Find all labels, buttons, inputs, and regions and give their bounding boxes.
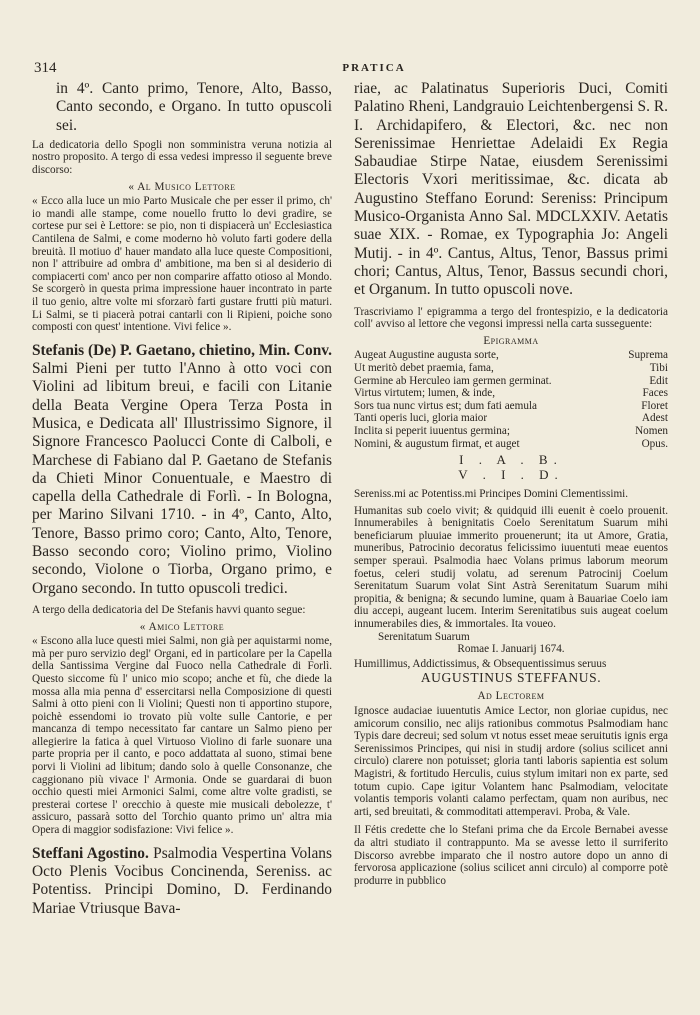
- dedication-body: Humanitas sub coelo vivit; & quidquid illi euenit è coelo prouenit. Innumerabiles à benignitatis Coelo Serenitatum Suarum mihi beneficiarum pluuiae immerito prouenerunt; ita ut Amore, Gratia, muneribus, Patrocinio decoratus felicissimo iuuentuti meae euentos semper sperauì. Psalmodia haec Volans primus laborum meorum foetus, celeri studij volatu, ad serenum Patrocinij Coelum Serenitatum Suarum volat Sint Astrà Serenitatum Suarum mihi propitia, & benigna; & secundo lumine, quam à Bauariae Coelo iam diu accepi, augeant lucem. Interim Serenitatibus suis augeat coelum innumerabiles dies, & immortales. Ita voueo.: [354, 504, 668, 631]
- entry-stefanis-name: Stefanis (De) P. Gaetano, chietino, Min. Conv.: [32, 341, 332, 359]
- epigram-initials-1: I . A . B.: [459, 452, 563, 468]
- fetis-commentary: Il Fétis credette che lo Stefani prima che da Ercole Bernabei avesse da altri studiato il contrappunto. Ma se avesse letto il surriferito Discorso avrebbe imparato che il nostro autore dopo un anno di fervorosa applicazione (solius scilicet anni circulo) al comporre potè produrre in pubblico: [354, 824, 668, 887]
- epigram-line: Augeat Augustine augusta sorte, Suprema: [354, 349, 668, 362]
- epigram-line: Ut meritò debet praemia, fama, Tibi: [354, 361, 668, 374]
- page-number: 314: [34, 60, 57, 76]
- heading-al-musico-lettore: « Al Musico Lettore: [128, 180, 236, 193]
- left-column: [32, 80, 332, 995]
- entry-steffani-name: Steffani Agostino.: [32, 844, 149, 862]
- heading-amico-lettore: « Amico Lettore: [139, 620, 225, 633]
- ad-lectorem-text: Ignosce audaciae iuuentutis Amice Lector, non gloriae cupidus, nec amicorum consilio, nec alijs rationibus commotus Psalmodiam hanc Typis dare decreui; sed solum vt notus esset meae seruitutis ignis erga Serenissimos Principes, qui nisi in studij ardore (solius scilicet anni circulo) clarere non potuisset; gloria tanti laboris sapientia est solum Magistri, & fortitudo Herculis, cuius stylum imitari non ex parte, sed totum cupio. Cape igitur Volantem hanc Psalmodiam, velocitate volantis temporis volanti calamo perfectam, quam non auribus, nec arti, sed breuitati, & commoditati attemperavi. Proba, & Vale.: [354, 705, 668, 818]
- running-title: PRATICA: [342, 62, 406, 74]
- dedication-date: Romae I. Januarij 1674.: [457, 643, 565, 656]
- epigram-block: [354, 349, 668, 450]
- epigram-line: Nomini, & augustum firmat, et auget Opus.: [354, 437, 668, 450]
- dedication-servant-line: Humillimus, Addictissimus, & Obsequentissimus seruus: [354, 657, 607, 670]
- entry-stefanis-text: Salmi Pieni per tutto l'Anno à otto voci con Violini ad libitum breui, e facili con Litanie della Beata Vergine Opera Terza Posta in Musica, e Dedicata all' Illustrissimo Signore, il Signore Francesco Paolucci Conte di Calboli, e Marchese di Fabiano dal P. Gaetano de Stefanis da Chieti Minor Conuentuale, e Maestro di capella della Cathedrale di Forlì. - In Bologna, per Marino Silvani 1710. - in 4º, Canto, Alto, Tenore, Basso primo coro; Canto, Alto, Tenore, Basso secondo coro; Violino primo, Violino secondo, Violone o Tiorba, Organo primo, e Organo secondo. In tutto opuscoli tredici.: [32, 360, 332, 597]
- page-header: [34, 60, 660, 82]
- entry-steffani: [32, 845, 332, 918]
- left-amico-text: « Escono alla luce questi miei Salmi, non già per aquistarmi nome, mà per puro servizio degl' Organi, ed in particolare per la Capella della Santissima Vergine dal Fuoco nella Cathedrale di Forlì. Questo siccome fù l' unico mio scopo; anche et fù, che diede la mossa alla mia penna d' essercitarsi nella Composizione di questi Salmi à otto pieni con li Violini; Questi non ti apportino stupore, poichè essendomi io trovato più volte sulle Cantorie, e per mancanza di tempo necessitato far cantare un Salmo pieno per allegierire la fatica à quel Virtuoso Violino di farle suonare una parte propria per il canto, e poco addattata al suono, stimai bene porvi li Violini ad libitum; dando solo à quelle Consonanze, che caggionano più vivace l' Armonia. Onde se guardarai di buon occhio questi miei Armonici Salmi, come altre volte gradisti, se presterai cortese l' orecchio à queste mie musicali debolezze, t' assicuro, passarà sotto del Torchio quanto primo un' altra mia Opera di maggior sodisfazione: Vivi felice ».: [32, 635, 332, 837]
- right-column: [354, 80, 668, 995]
- left-discorso-text: « Ecco alla luce un mio Parto Musicale che per esser il primo, ch' io mandi alle stampe, come nouello frutto lo devi gradire, se cortese pur sei è Lettore: se pio, non ti dispiacerà un' Ecclesiastica Cantilena de Salmi, e come moderno hò voluto farti godere della breuità. Il motiuo d' hauer mandato alla luce queste Compositioni, non l' attribuire ad ombra d' ambitione, ma ben si al desiderio di compiacerti com' anco per non comparire affatto otioso al Mondo. Se scorgerò in questa prima impressione hauer incontrato in parte il tuo genio, altre volte mi sforzarò farti gustare frutti più maturi. Li Salmi, se ti piacerà potrai cantarli con li Ripieni, poiche sono composti con quest' intentione. Vivi felice ».: [32, 195, 332, 334]
- heading-epigramma: Epigramma: [483, 334, 539, 347]
- dedication-signature: AUGUSTINUS STEFFANUS.: [420, 670, 602, 686]
- dedication-salutation: Sereniss.mi ac Potentiss.mi Principes Domini Clementissimi.: [354, 488, 629, 501]
- entry-stefanis: [32, 342, 332, 598]
- epigram-line: Germine ab Herculeo iam germen germinat. Edit: [354, 374, 668, 387]
- entry-steffani-text: Psalmodia Vespertina Volans Octo Plenis Vocibus Concinenda, Sereniss. ac Potentiss. Principi Domino, D. Ferdinando Mariae Vtriusque Bava-: [32, 844, 332, 917]
- epigram-initials-2: V . I . D.: [458, 467, 564, 483]
- epigram-line: Sors tua nunc virtus est; dum fati aemula Floret: [354, 399, 668, 412]
- right-trascriviamo-note: Trascriviamo l' epigramma a tergo del frontespizio, e la dedicatoria coll' avviso al lettore che vegonsi impressi nella carta susseguente:: [354, 305, 668, 331]
- left-intro-paragraph: in 4º. Canto primo, Tenore, Alto, Basso, Canto secondo, e Organo. In tutto opuscoli sei.: [56, 80, 332, 134]
- right-continued-entry: riae, ac Palatinatus Superioris Duci, Comiti Palatino Rheni, Landgrauio Leichtenbergensi S. R. I. Archidapifero, & Electori, &c. nec non Serenissimae Henriettae Adelaidi Ex Regia Sabaudiae Stirpe Natae, eiusdem Serenissimi Electoris Vxori meritissimae, &c. dicata ab Augustino Steffano Eorund: Sereniss: Principum Musico-Organista Anno Sal. MDCLXXIV. Aetatis suae XIX. - Romae, ex Typographia Jo: Angeli Mutij. - in 4º. Cantus, Altus, Tenor, Bassus primi chori; Cantus, Altus, Tenor, Bassus secundi chori, et Organum. In tutto opuscoli nove.: [354, 80, 668, 299]
- dedication-closing: Serenitatum Suarum: [378, 630, 470, 643]
- epigram-line: Tanti operis luci, gloria maior Adest: [354, 412, 668, 425]
- epigram-line: Inclita si peperit iuuentus germina; Nomen: [354, 424, 668, 437]
- heading-ad-lectorem: Ad Lectorem: [477, 690, 545, 703]
- left-tergo-note: A tergo della dedicatoria del De Stefanis havvi quanto segue:: [32, 603, 306, 616]
- epigram-line: Virtus virtutem; lumen, & inde, Faces: [354, 387, 668, 400]
- left-dedication-note: La dedicatoria dello Spogli non somministra veruna notizia al nostro proposito. A tergo di essa vedesi impresso il seguente breve discorso:: [32, 138, 332, 177]
